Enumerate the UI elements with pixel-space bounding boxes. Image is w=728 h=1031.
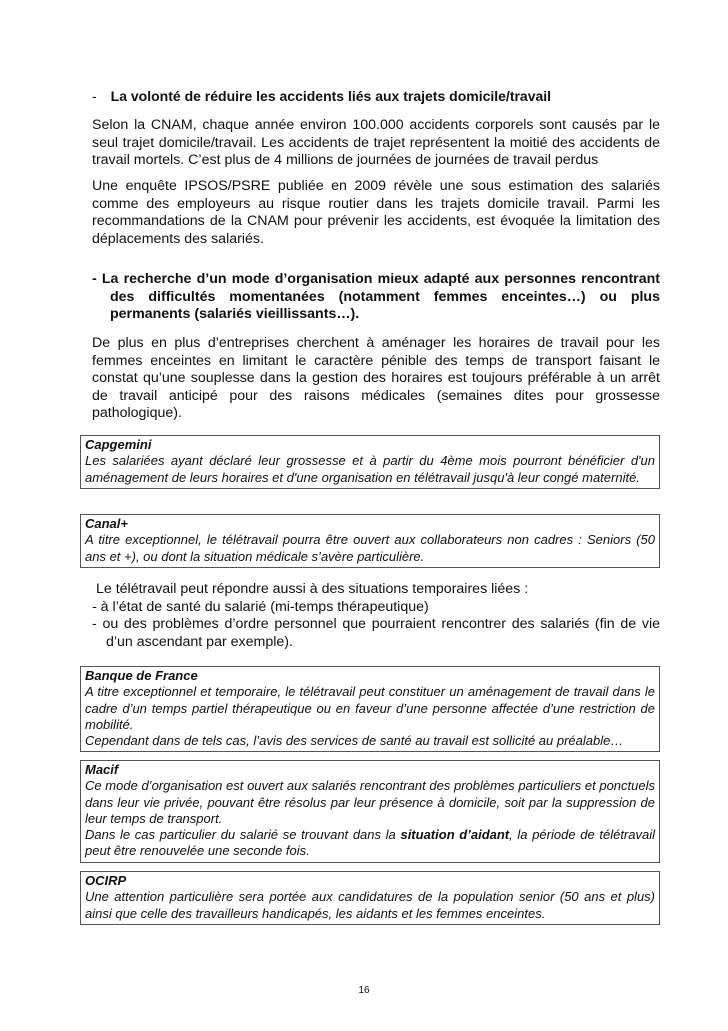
ocirp-box [80, 871, 660, 925]
banque-de-france-box [80, 666, 660, 752]
section1-paragraph-1: Selon la CNAM, chaque année environ 100.000 accidents corporels sont causés par le seul trajet domicile/travail. Les accidents de trajet représentent la moitié des accidents de travail mortels. C’est plus de 4 millions de journées de journées de travail perdus [92, 117, 660, 168]
bdf-text-2: Cependant dans de tels cas, l’avis des services de santé au travail est sollicité au préalable… [85, 733, 624, 749]
section3-intro: Le télétravail peut répondre aussi à des situations temporaires liées : [96, 581, 529, 597]
section2-heading: - La recherche d’un mode d’organisation mieux adapté aux personnes rencontrant des difficultés momentanées (notamment femmes enceintes…) ou plus permanents (salariés vieillissants…). [92, 271, 660, 322]
section3-item-2: - ou des problèmes d’ordre personnel que pourraient rencontrer des salariés (fin de vie d’un ascendant par exemple). [92, 616, 660, 650]
macif-text-2-bold: situation d’aidant [400, 827, 510, 843]
capgemini-box [80, 435, 660, 489]
macif-text-2a: Dans le cas particulier du salarié se trouvant dans la [85, 827, 401, 843]
canal-box [80, 514, 660, 568]
canal-title: Canal+ [85, 516, 128, 531]
capgemini-text: Les salariées ayant déclaré leur grossesse et à partir du 4ème mois pourront bénéficier d'un aménagement de leurs horaires et d'une organisation en télétravail jusqu'à leur congé maternité. [85, 453, 655, 485]
section3-item-1: - à l’état de santé du salarié (mi-temps thérapeutique) [92, 598, 429, 615]
macif-text-2 [85, 827, 655, 860]
macif-title: Macif [85, 762, 119, 777]
canal-text: A titre exceptionnel, le télétravail pourra être ouvert aux collaborateurs non cadres : Seniors (50 ans et +), ou dont la situation médicale s’avère particulière. [85, 532, 655, 564]
macif-text-2b: , la période de télétravail peut être renouvelée une seconde fois. [85, 827, 655, 859]
bullet-dash: - [92, 88, 97, 104]
macif-text-1: Ce mode d’organisation est ouvert aux salariés rencontrant des problèmes particuliers et ponctuels dans leur vie privée, pouvant être résolus par leur présence à domicile, soit par la suppression de leur temps de transport. [85, 778, 655, 826]
page-number: 16 [358, 985, 370, 996]
section2-paragraph: De plus en plus d’entreprises cherchent à aménager les horaires de travail pour les femmes enceintes en limitant le caractère pénible des temps de transport faisant le constat qu’une souplesse dans la gestion des horaires est toujours préférable à un arrêt de travail anticipé pour des raisons médicales (semaines dites pour grossesse pathologique). [92, 335, 660, 421]
section3-list [92, 581, 660, 651]
section1-paragraph-2: Une enquête IPSOS/PSRE publiée en 2009 révèle une sous estimation des salariés comme des employeurs au risque routier dans les trajets domicile travail. Parmi les recommandations de la CNAM pour prévenir les accidents, est évoquée la limitation des déplacements des salariés. [92, 178, 660, 247]
section1-heading-line [92, 88, 551, 104]
capgemini-title: Capgemini [85, 437, 152, 452]
macif-box [80, 760, 660, 863]
ocirp-title: OCIRP [85, 873, 127, 888]
section1-heading: La volonté de réduire les accidents liés aux trajets domicile/travail [110, 88, 552, 104]
bdf-title: Banque de France [85, 668, 198, 683]
ocirp-text: Une attention particulière sera portée aux candidatures de la population senior (50 ans et plus) ainsi que celle des travailleurs handicapés, les aidants et les femmes enceintes. [85, 889, 655, 921]
bdf-text-1: A titre exceptionnel et temporaire, le télétravail peut constituer un aménagement de travail dans le cadre d’un temps partiel thérapeutique ou en faveur d’une personne affectée d’une restriction de mobilité. [85, 684, 655, 732]
